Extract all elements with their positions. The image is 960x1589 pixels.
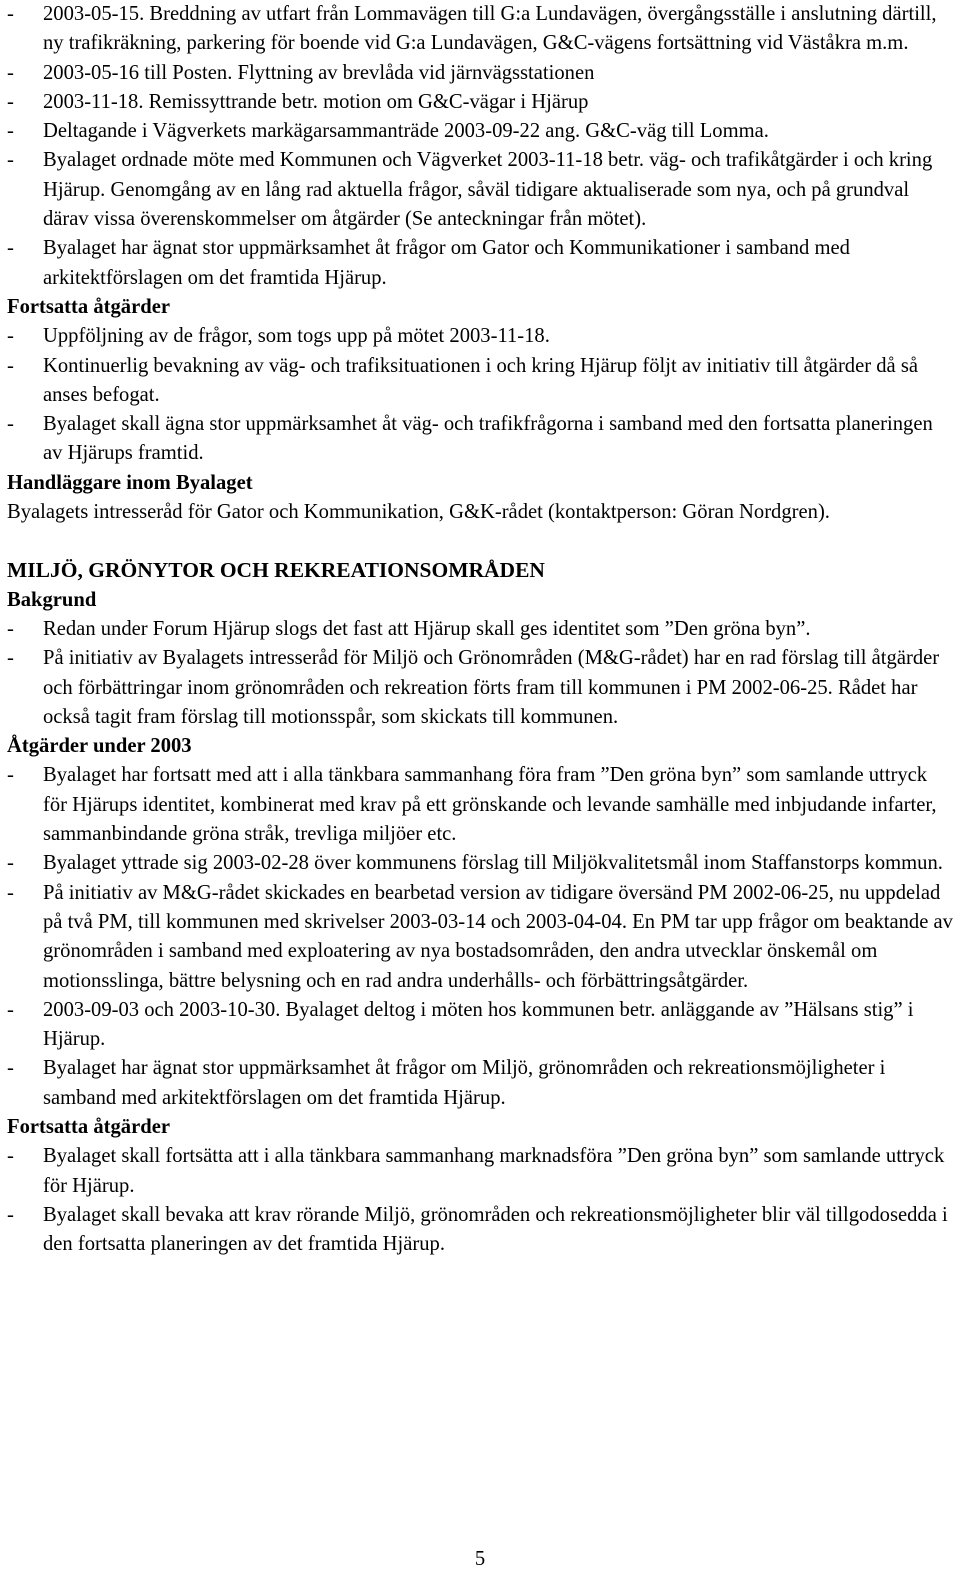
subheading: Handläggare inom Byalaget xyxy=(7,471,253,494)
list-bullet: - xyxy=(7,1057,14,1080)
list-item xyxy=(7,1054,955,1113)
list-bullet: - xyxy=(7,647,14,670)
list-item-text: Byalaget ordnade möte med Kommunen och Vägverket 2003-11-18 betr. väg- och trafikåtgärder i och kring Hjärup. Genomgång av en lång rad aktuella frågor, såväl tidigare aktualiserade som nya, och på grundval därav vissa överenskommelser om åtgärder (Se anteckningar från mötet). xyxy=(43,149,933,231)
list-bullet: - xyxy=(7,120,14,143)
list-bullet: - xyxy=(7,3,14,25)
list-item-text: 2003-09-03 och 2003-10-30. Byalaget deltog i möten hos kommunen betr. anläggande av ”Hälsans stig” i Hjärup. xyxy=(43,998,914,1051)
list-item xyxy=(7,1142,955,1201)
list-bullet: - xyxy=(7,90,14,113)
list-item-text: Uppföljning av de frågor, som togs upp på mötet 2003-11-18. xyxy=(43,325,550,348)
list-bullet: - xyxy=(7,237,14,260)
list-item xyxy=(7,322,955,351)
list-item xyxy=(7,88,955,117)
list-item xyxy=(7,996,955,1055)
list-bullet: - xyxy=(7,413,14,436)
list-item xyxy=(7,146,955,234)
list-item-text: Byalaget skall bevaka att krav rörande Miljö, grönområden och rekreationsmöjligheter blir väl tillgodosedda i den fortsatta planeringen av det framtida Hjärup. xyxy=(43,1203,948,1256)
list-item xyxy=(7,761,955,849)
list-item-text: Kontinuerlig bevakning av väg- och trafiksituationen i och kring Hjärup följt av initiativ till åtgärder då så anses befogat. xyxy=(43,354,918,406)
list-bullet: - xyxy=(7,325,14,348)
list-item-text: Byalaget har fortsatt med att i alla tänkbara sammanhang föra fram ”Den gröna byn” som samlande uttryck för Hjärups identitet, kombinerat med krav på ett grönskande och levande samhälle med inbjudande infarter, sammanbindande gröna stråk, trevliga miljöer etc. xyxy=(43,764,937,846)
list-item xyxy=(7,117,955,146)
list-bullet: - xyxy=(7,1145,14,1168)
list-item xyxy=(7,352,955,411)
list-item xyxy=(7,879,955,996)
subheading: Fortsatta åtgärder xyxy=(7,295,170,318)
list-item-text: Byalaget skall ägna stor uppmärksamhet åt väg- och trafikfrågorna i samband med den fortsatta planeringen av Hjärups framtid. xyxy=(43,413,933,465)
list-item xyxy=(7,410,955,469)
list-bullet: - xyxy=(7,617,14,640)
subheading: Fortsatta åtgärder xyxy=(7,1115,170,1138)
list-item-text: Deltagande i Vägverkets markägarsammanträde 2003-09-22 ang. G&C-väg till Lomma. xyxy=(43,120,769,143)
list-item-text: Redan under Forum Hjärup slogs det fast att Hjärup skall ges identitet som ”Den gröna byn”. xyxy=(43,617,811,640)
list-item-text: 2003-05-15. Breddning av utfart från Lommavägen till G:a Lundavägen, övergångsställe i anslutning därtill, ny trafikräkning, parkering för boende vid G:a Lundavägen, G&C-vägens fortsättning vid Väståkra m.m. xyxy=(43,3,937,55)
list-bullet: - xyxy=(7,764,14,787)
list-item xyxy=(7,0,955,59)
list-bullet: - xyxy=(7,61,14,84)
list-item xyxy=(7,234,955,293)
list-item xyxy=(7,59,955,88)
section-heading: MILJÖ, GRÖNYTOR OCH REKREATIONSOMRÅDEN xyxy=(7,558,545,583)
list-bullet: - xyxy=(7,354,14,377)
list-item-text: 2003-05-16 till Posten. Flyttning av brevlåda vid järnvägsstationen xyxy=(43,61,595,84)
list-item-text: På initiativ av M&G-rådet skickades en bearbetad version av tidigare översänd PM 2002-06-25, nu uppdelad på två PM, till kommunen med skrivelser 2003-03-14 och 2003-04-04. En PM tar upp frågor om beaktande av grönområden i samband med exploatering av nya bostadsområden, den andra utvecklar önskemål om motionsslinga, bättre belysning och en rad andra underhålls- och förbättringsåtgärder. xyxy=(43,881,953,992)
page-number: 5 xyxy=(474,1548,486,1570)
list-bullet: - xyxy=(7,1203,14,1226)
list-bullet: - xyxy=(7,852,14,875)
paragraph: Byalagets intresseråd för Gator och Kommunikation, G&K-rådet (kontaktperson: Göran Nordgren). xyxy=(7,501,830,524)
document-body xyxy=(7,0,955,1259)
subheading: Bakgrund xyxy=(7,588,97,611)
list-item-text: Byalaget yttrade sig 2003-02-28 över kommunens förslag till Miljökvalitetsmål inom Staffanstorps kommun. xyxy=(43,852,943,875)
list-item-text: Byalaget skall fortsätta att i alla tänkbara sammanhang marknadsföra ”Den gröna byn” som samlande uttryck för Hjärup. xyxy=(43,1145,945,1197)
list-item xyxy=(7,849,955,878)
subheading: Åtgärder under 2003 xyxy=(7,735,192,758)
vertical-spacer xyxy=(7,527,955,556)
list-item xyxy=(7,644,955,732)
list-bullet: - xyxy=(7,881,14,904)
list-item-text: Byalaget har ägnat stor uppmärksamhet åt frågor om Miljö, grönområden och rekreationsmöjligheter i samband med arkitektförslagen om det framtida Hjärup. xyxy=(43,1057,886,1109)
list-item-text: 2003-11-18. Remissyttrande betr. motion om G&C-vägar i Hjärup xyxy=(43,90,589,113)
list-bullet: - xyxy=(7,998,14,1021)
list-bullet: - xyxy=(7,149,14,172)
list-item-text: Byalaget har ägnat stor uppmärksamhet åt frågor om Gator och Kommunikationer i samband med arkitektförslagen om det framtida Hjärup. xyxy=(43,237,850,289)
list-item xyxy=(7,615,955,644)
list-item xyxy=(7,1201,955,1260)
list-item-text: På initiativ av Byalagets intresseråd för Miljö och Grönområden (M&G-rådet) har en rad förslag till åtgärder och förbättringar inom grönområden och rekreation förts fram till kommunen i PM 2002-06-25. Rådet har också tagit fram förslag till motionsspår, som skickats till kommunen. xyxy=(43,647,940,728)
